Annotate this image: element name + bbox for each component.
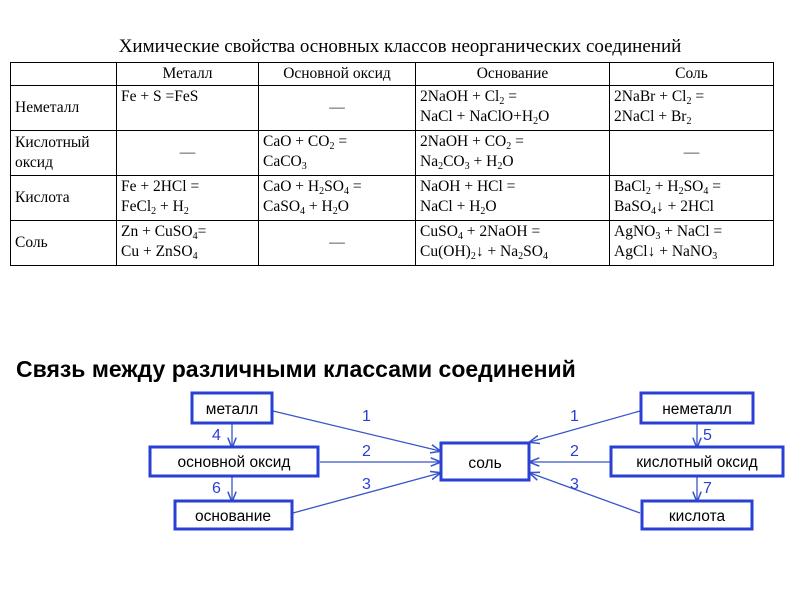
header-corner [11,63,117,86]
cell-acidic-oxide-metal: — [117,131,259,176]
equation-line: 2NaCl + $Br_2$ [614,108,692,127]
label-oxide-salt-left: 2 [362,443,371,460]
equation-line: CaCO$_3$ [263,153,307,172]
diagram-title: Связь между различными классами соединений [16,356,576,382]
cell-nonmetal-base [416,86,610,131]
equation-line: Zn + CuSO$_4$= [121,223,207,242]
svg-text:кислотный оксид: кислотный оксид [636,454,758,471]
svg-text:неметалл: неметалл [662,401,732,418]
cell-acid-basic-oxide [259,176,416,221]
row-label-salt: Соль [11,221,117,266]
equation-line: CaO + $H_2SO_4$ = [263,178,362,197]
svg-text:соль: соль [468,455,502,472]
equation-line: NaCl + $NaClO+H_2O$ [420,108,550,127]
equation-line: NaCl + $H_2O$ [420,198,497,217]
equation-line: CaO + $CO_2$ = [263,133,348,152]
arrow-nonmetal-salt [530,411,640,442]
node-acidic-oxide [611,447,783,476]
cell-nonmetal-basic-oxide: — [259,86,416,131]
cell-salt-basic-oxide: — [259,221,416,266]
label-oxide-salt-right: 2 [570,443,579,460]
equation-line: NaOH + HCl = [420,178,516,195]
cell-nonmetal-salt [610,86,774,131]
equation-line: AgCl↓ + NaNO$_3$ [614,243,718,262]
cell-acid-metal [117,176,259,221]
header-salt: Соль [610,63,774,86]
cell-acidic-oxide-basic-oxide [259,131,416,176]
equation-line: Cu + ZnSO$_4$ [121,243,198,262]
cell-acid-base [416,176,610,221]
equation-line: FeCl$_2$ + $H_2$ [121,198,189,217]
row-label-acid: Кислота [11,176,117,221]
relations-diagram [0,385,800,545]
equation-line: BaCl$_2$ + $H_2SO_4$ = [614,178,722,197]
table-row [11,86,774,131]
label-acid-salt: 3 [570,476,579,493]
equation-line: BaSO$_4$↓ + 2HCl [614,198,714,217]
label-nonmetal-oxide: 5 [703,427,712,444]
svg-text:кислота: кислота [668,508,726,525]
cell-nonmetal-metal [117,86,259,131]
row-label-acidic-oxide: Кислотный оксид [11,131,117,176]
page-title: Химические свойства основных классов неорганических соединений [118,36,682,57]
header-basic-oxide: Основной оксид [259,63,416,86]
label-metal-salt: 1 [362,408,371,425]
cell-acid-salt [610,176,774,221]
equation-line: 2NaOH + $CO_2$ = [420,133,524,152]
node-basic-oxide [150,447,318,476]
equation-line: CuSO$_4$ + 2NaOH = [420,223,541,242]
equation-line: Fe + 2HCl = [121,178,200,195]
properties-table [10,62,774,266]
equation-line: $Na_2CO_3 + H_2O$ [420,153,514,172]
node-metal [192,393,272,423]
equation-line: 2NaOH + $Cl_2$ = [420,88,517,107]
table-header-row [11,63,774,86]
label-oxide-acid: 7 [703,480,712,497]
header-metal: Металл [117,63,259,86]
table-row [11,176,774,221]
node-acid [642,501,752,529]
table-row [11,221,774,266]
node-nonmetal [641,393,753,423]
cell-salt-base [416,221,610,266]
header-base: Основание [416,63,610,86]
node-salt [441,443,529,480]
svg-text:металл: металл [205,401,259,418]
equation-line: 2NaBr + $Cl_2$ = [614,88,705,107]
arrow-metal-salt [273,411,440,451]
table-row [11,131,774,176]
arrow-acid-salt [530,473,640,513]
cell-salt-salt [610,221,774,266]
equation-line: $Cu(OH)_2↓ + Na_2SO_4$ [420,243,548,262]
equation-line: AgNO$_3$ + NaCl = [614,223,723,242]
svg-text:основание: основание [194,508,272,525]
cell-salt-metal [117,221,259,266]
label-oxide-base: 6 [212,480,221,497]
equation-line: CaSO$_4$ + $H_2O$ [263,198,349,217]
cell-acidic-oxide-base [416,131,610,176]
node-base [175,501,292,529]
label-nonmetal-salt: 1 [570,408,579,425]
equation-line: Fe + S =FeS [121,88,199,105]
row-label-nonmetal: Неметалл [11,86,117,131]
label-metal-oxide: 4 [212,427,221,444]
cell-acidic-oxide-salt: — [610,131,774,176]
svg-text:основной оксид: основной оксид [177,454,291,471]
label-base-salt: 3 [362,476,371,493]
